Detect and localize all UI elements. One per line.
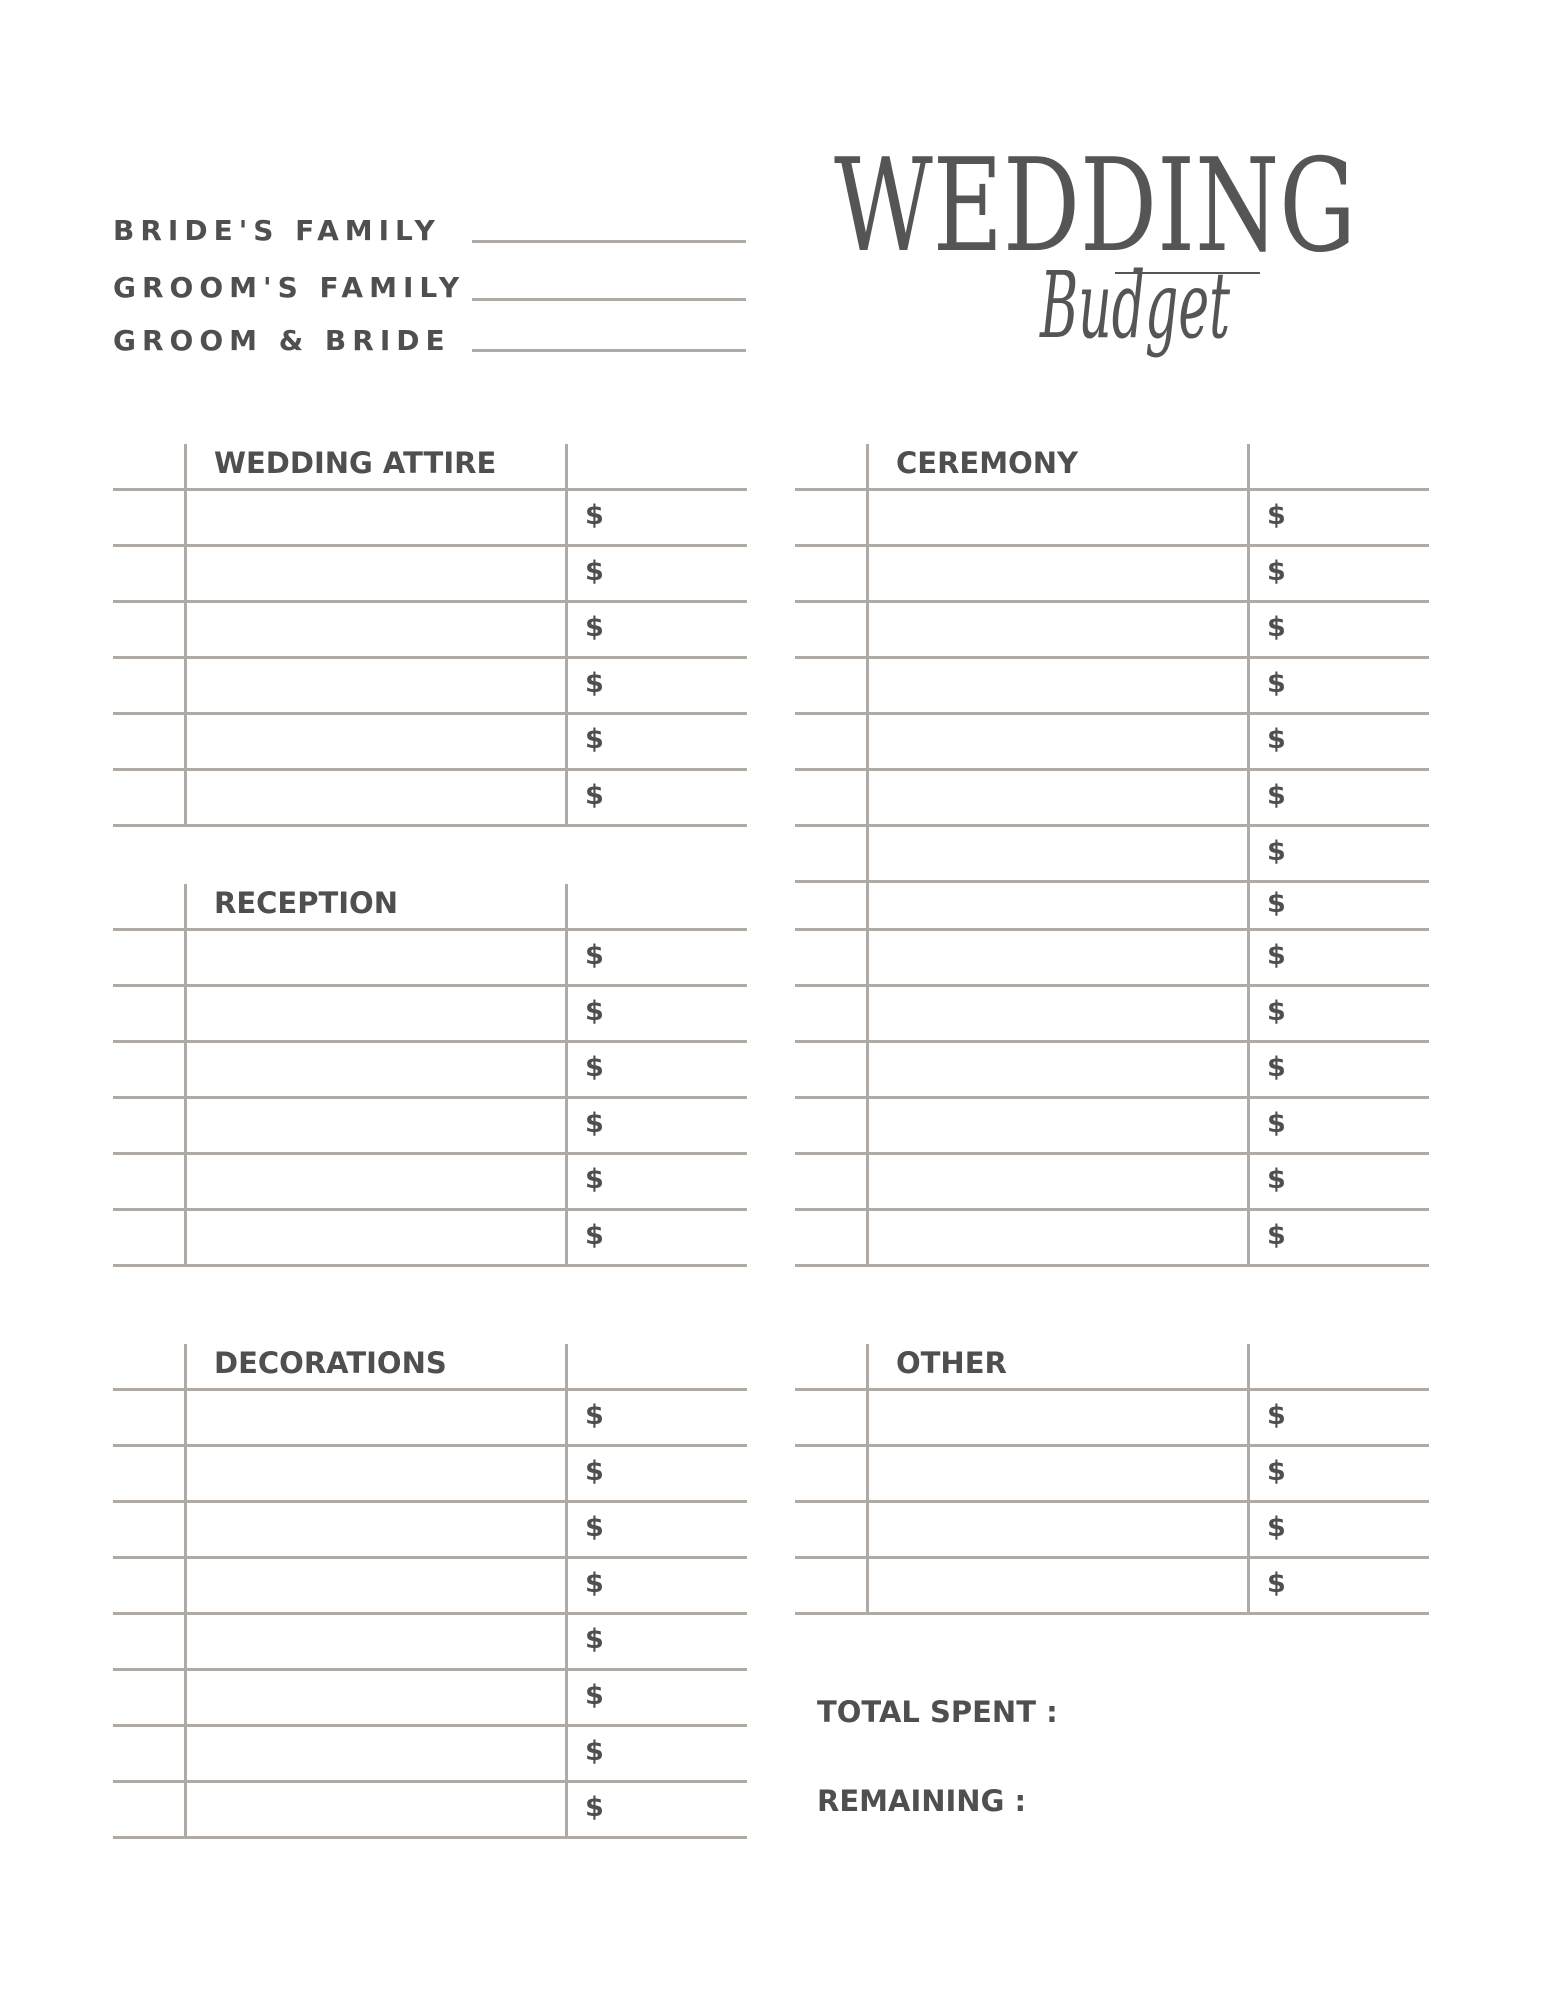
table-row[interactable]	[113, 544, 747, 600]
table-row[interactable]	[113, 1500, 747, 1556]
table-row[interactable]	[795, 1208, 1429, 1264]
amount-dollar-sign: $	[585, 1680, 604, 1711]
amount-dollar-sign: $	[1267, 1052, 1286, 1083]
wedding-title-text: WEDDING	[834, 132, 1356, 281]
remaining-label: REMAINING :	[817, 1784, 1027, 1818]
table-row[interactable]	[113, 768, 747, 824]
ceremony-heading: CEREMONY	[896, 446, 1079, 480]
amount-dollar-sign: $	[585, 612, 604, 643]
groom-and-bride-label: GROOM & BRIDE	[113, 324, 451, 357]
bride-family-line[interactable]	[472, 240, 746, 243]
table-row[interactable]	[113, 1096, 747, 1152]
table-row[interactable]	[795, 1500, 1429, 1556]
amount-dollar-sign: $	[585, 1512, 604, 1543]
amount-dollar-sign: $	[585, 724, 604, 755]
amount-dollar-sign: $	[1267, 1220, 1286, 1251]
budget-script-text: Budget	[1038, 252, 1231, 359]
table-row[interactable]	[795, 1556, 1429, 1612]
table-row[interactable]	[795, 544, 1429, 600]
amount-dollar-sign: $	[585, 1108, 604, 1139]
table-row[interactable]	[113, 1444, 747, 1500]
amount-dollar-sign: $	[585, 940, 604, 971]
table-row[interactable]	[795, 824, 1429, 880]
amount-dollar-sign: $	[1267, 940, 1286, 971]
amount-dollar-sign: $	[585, 1624, 604, 1655]
amount-dollar-sign: $	[585, 1568, 604, 1599]
table-row[interactable]	[113, 984, 747, 1040]
amount-dollar-sign: $	[585, 996, 604, 1027]
table-row[interactable]	[795, 880, 1429, 928]
amount-dollar-sign: $	[585, 1220, 604, 1251]
amount-dollar-sign: $	[585, 1052, 604, 1083]
amount-dollar-sign: $	[585, 668, 604, 699]
amount-dollar-sign: $	[585, 500, 604, 531]
amount-dollar-sign: $	[585, 1456, 604, 1487]
table-row[interactable]	[113, 1780, 747, 1836]
amount-dollar-sign: $	[1267, 612, 1286, 643]
table-row[interactable]	[113, 1152, 747, 1208]
table-row[interactable]	[795, 1152, 1429, 1208]
row-divider	[795, 1264, 1429, 1267]
amount-dollar-sign: $	[585, 556, 604, 587]
table-row[interactable]	[795, 488, 1429, 544]
row-divider	[113, 1264, 747, 1267]
groom-and-bride-line[interactable]	[472, 349, 746, 352]
table-row[interactable]	[795, 1444, 1429, 1500]
table-row[interactable]	[113, 928, 747, 984]
table-row[interactable]	[113, 488, 747, 544]
table-row[interactable]	[113, 1612, 747, 1668]
decorations-heading: DECORATIONS	[214, 1346, 447, 1380]
amount-dollar-sign: $	[1267, 888, 1286, 919]
amount-dollar-sign: $	[1267, 500, 1286, 531]
row-divider	[113, 1836, 747, 1839]
table-row[interactable]	[795, 768, 1429, 824]
wedding-attire-heading: WEDDING ATTIRE	[214, 446, 497, 480]
table-row[interactable]	[795, 1040, 1429, 1096]
row-divider	[113, 824, 747, 827]
table-row[interactable]	[113, 1556, 747, 1612]
budget-script-title	[1010, 225, 1270, 395]
amount-dollar-sign: $	[1267, 780, 1286, 811]
amount-dollar-sign: $	[1267, 724, 1286, 755]
amount-dollar-sign: $	[1267, 1164, 1286, 1195]
amount-dollar-sign: $	[585, 1792, 604, 1823]
table-row[interactable]	[113, 1040, 747, 1096]
groom-family-label: GROOM'S FAMILY	[113, 271, 466, 304]
table-row[interactable]	[113, 1208, 747, 1264]
amount-dollar-sign: $	[1267, 1456, 1286, 1487]
table-row[interactable]	[795, 1388, 1429, 1444]
table-row[interactable]	[113, 712, 747, 768]
table-row[interactable]	[113, 656, 747, 712]
amount-dollar-sign: $	[1267, 1568, 1286, 1599]
table-row[interactable]	[795, 984, 1429, 1040]
table-row[interactable]	[113, 1388, 747, 1444]
amount-dollar-sign: $	[1267, 836, 1286, 867]
table-row[interactable]	[113, 1668, 747, 1724]
other-heading: OTHER	[896, 1346, 1007, 1380]
table-row[interactable]	[113, 600, 747, 656]
amount-dollar-sign: $	[1267, 1512, 1286, 1543]
amount-dollar-sign: $	[1267, 668, 1286, 699]
table-row[interactable]	[795, 712, 1429, 768]
amount-dollar-sign: $	[1267, 996, 1286, 1027]
table-row[interactable]	[113, 1724, 747, 1780]
reception-heading: RECEPTION	[214, 886, 398, 920]
amount-dollar-sign: $	[1267, 1400, 1286, 1431]
table-row[interactable]	[795, 928, 1429, 984]
total-spent-label: TOTAL SPENT :	[817, 1695, 1058, 1729]
amount-dollar-sign: $	[1267, 556, 1286, 587]
table-row[interactable]	[795, 600, 1429, 656]
groom-family-line[interactable]	[472, 298, 746, 301]
amount-dollar-sign: $	[585, 1164, 604, 1195]
row-divider	[795, 1612, 1429, 1615]
amount-dollar-sign: $	[585, 780, 604, 811]
amount-dollar-sign: $	[585, 1736, 604, 1767]
amount-dollar-sign: $	[585, 1400, 604, 1431]
table-row[interactable]	[795, 1096, 1429, 1152]
bride-family-label: BRIDE'S FAMILY	[113, 214, 441, 247]
amount-dollar-sign: $	[1267, 1108, 1286, 1139]
table-row[interactable]	[795, 656, 1429, 712]
